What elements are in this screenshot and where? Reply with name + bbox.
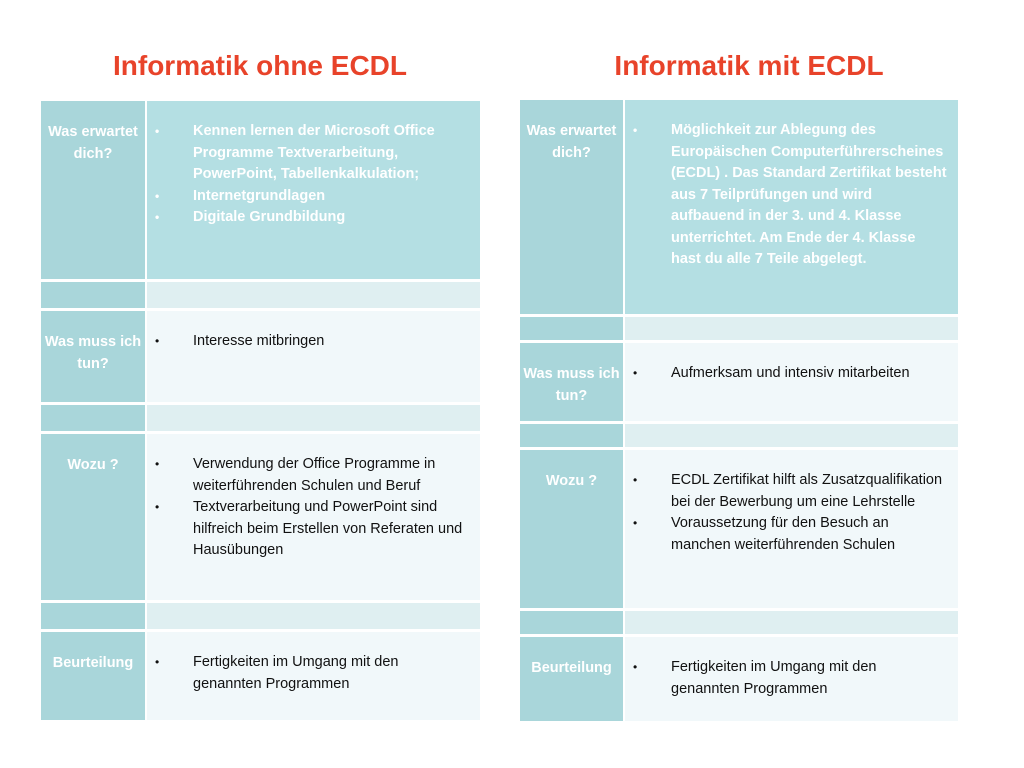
right-content-grading	[625, 637, 958, 721]
right-row-todo	[520, 343, 958, 421]
left-content-expect	[147, 101, 480, 279]
right-row-expect	[520, 100, 958, 314]
right-row-grading	[520, 637, 958, 721]
right-table	[520, 100, 958, 721]
right-label-why: Wozu ?	[520, 450, 625, 608]
left-row-why	[41, 434, 480, 600]
left-label-why: Wozu ?	[41, 434, 147, 600]
list-item: • Verwendung der Office Programme in weiterführenden Schulen und Beruf	[155, 454, 470, 497]
list-item: • Interesse mitbringen	[155, 331, 470, 353]
list-item: • Fertigkeiten im Umgang mit den genannten Programmen	[633, 657, 948, 700]
left-spacer-row	[41, 282, 480, 308]
list-item: • Möglichkeit zur Ablegung des Europäischen Computerführerscheines (ECDL) . Das Standard Zertifikat besteht aus 7 Teilprüfungen und wird aufbauend in der 3. und 4. Klasse unterrichtet. Am Ende der 4. Klasse hast du alle 7 Teile abgelegt.	[633, 120, 948, 271]
right-label-expect: Was erwartet dich?	[520, 100, 625, 314]
right-content-expect	[625, 100, 958, 314]
right-label-grading: Beurteilung	[520, 637, 625, 721]
right-title: Informatik mit ECDL	[614, 50, 884, 81]
list-item: • Textverarbeitung und PowerPoint sind hilfreich beim Erstellen von Referaten und Hausübungen	[155, 497, 470, 562]
list-item: • Kennen lernen der Microsoft Office Programme Textverarbeitung, PowerPoint, Tabellenkalkulation;	[155, 121, 470, 186]
right-spacer-row	[520, 424, 958, 447]
left-row-expect	[41, 101, 480, 279]
left-content-grading	[147, 632, 480, 720]
list-item: • Digitale Grundbildung	[155, 207, 470, 229]
right-spacer-row	[520, 611, 958, 634]
left-spacer-row	[41, 603, 480, 629]
left-content-why	[147, 434, 480, 600]
left-row-grading	[41, 632, 480, 720]
left-table	[41, 101, 480, 720]
left-label-grading: Beurteilung	[41, 632, 147, 720]
list-item: • Internetgrundlagen	[155, 186, 470, 208]
left-label-expect: Was erwartet dich?	[41, 101, 147, 279]
right-row-why	[520, 450, 958, 608]
right-content-why	[625, 450, 958, 608]
list-item: • Fertigkeiten im Umgang mit den genannten Programmen	[155, 652, 470, 695]
left-title: Informatik ohne ECDL	[112, 50, 407, 81]
left-spacer-row	[41, 405, 480, 431]
right-content-todo	[625, 343, 958, 421]
left-label-todo: Was muss ich tun?	[41, 311, 147, 402]
left-row-todo	[41, 311, 480, 402]
left-content-todo	[147, 311, 480, 402]
list-item: • ECDL Zertifikat hilft als Zusatzqualifikation bei der Bewerbung um eine Lehrstelle	[633, 470, 948, 513]
list-item: • Voraussetzung für den Besuch an manchen weiterführenden Schulen	[633, 513, 948, 556]
right-spacer-row	[520, 317, 958, 340]
right-label-todo: Was muss ich tun?	[520, 343, 625, 421]
list-item: • Aufmerksam und intensiv mitarbeiten	[633, 363, 948, 385]
